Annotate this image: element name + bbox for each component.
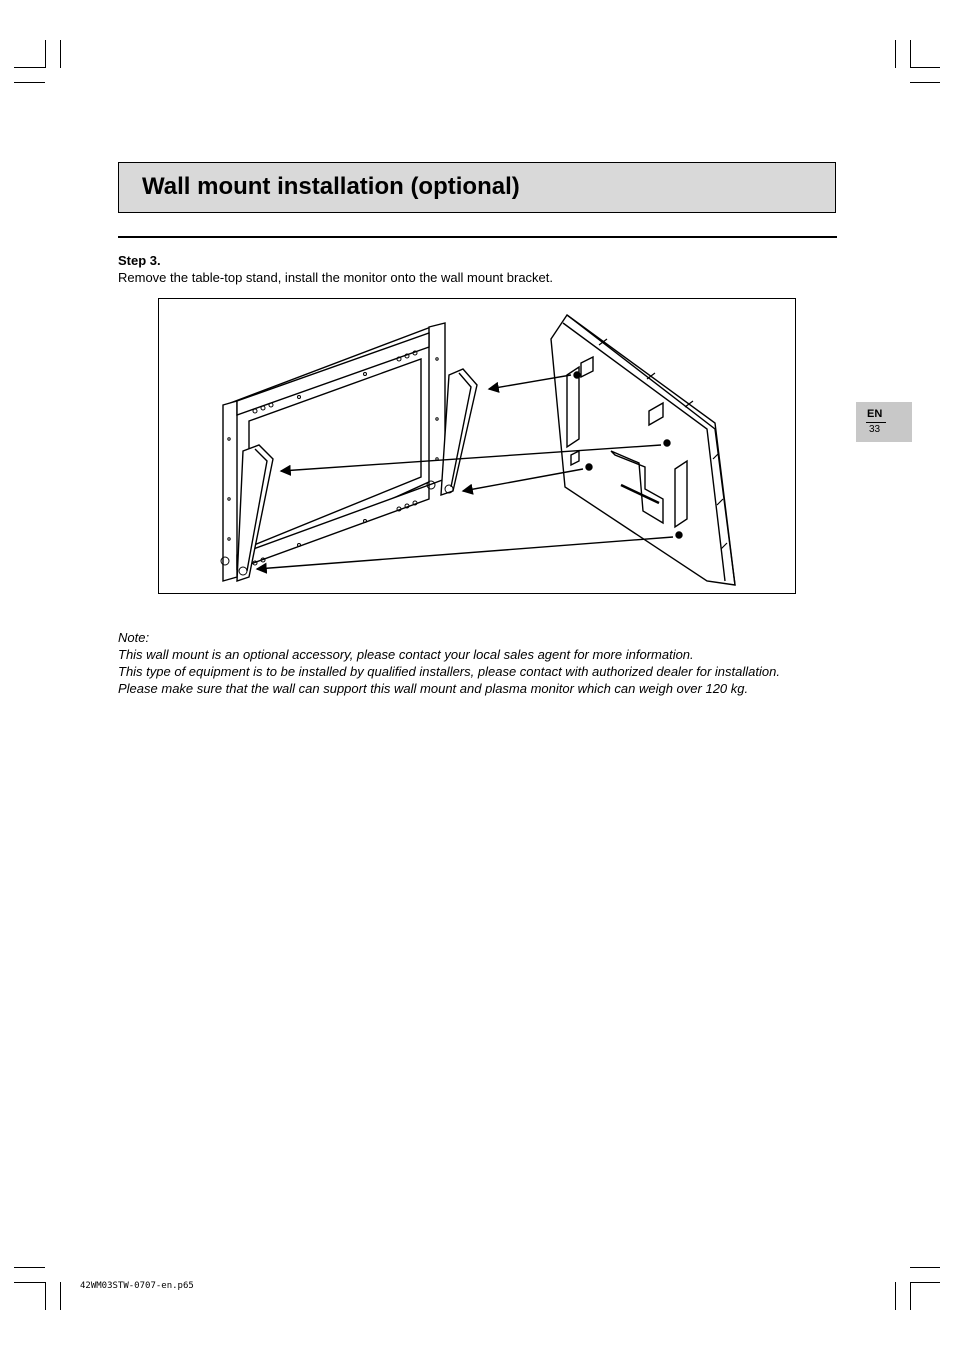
- crop-mark: [910, 67, 940, 68]
- note-line: This type of equipment is to be installed by qualified installers, please contact with authorized dealer for installation.: [118, 664, 780, 679]
- crop-mark: [910, 1282, 911, 1310]
- note-label: Note:: [118, 630, 150, 645]
- note-block: [118, 629, 838, 697]
- section-title-box: [118, 162, 836, 213]
- crop-mark: [14, 1267, 45, 1268]
- language-tab: [856, 402, 912, 442]
- crop-mark: [14, 82, 45, 83]
- crop-mark: [60, 40, 61, 68]
- crop-mark: [45, 1282, 46, 1310]
- crop-mark: [895, 1282, 896, 1310]
- crop-mark: [910, 82, 940, 83]
- crop-mark: [910, 40, 911, 68]
- page-number: 33: [869, 424, 881, 435]
- crop-mark: [910, 1282, 940, 1283]
- note-line: Please make sure that the wall can support this wall mount and plasma monitor which can weigh over 120 kg.: [118, 681, 749, 696]
- crop-mark: [910, 1267, 940, 1268]
- step-text: Remove the table-top stand, install the monitor onto the wall mount bracket.: [118, 270, 554, 285]
- crop-mark: [45, 40, 46, 68]
- language-code: EN: [867, 408, 883, 420]
- crop-mark: [14, 67, 45, 68]
- installation-figure: [158, 298, 796, 594]
- step-title: Step 3.: [118, 253, 161, 268]
- note-line: This wall mount is an optional accessory, please contact your local sales agent for more information.: [118, 647, 694, 662]
- crop-mark: [14, 1282, 45, 1283]
- divider: [118, 236, 837, 238]
- installation-diagram: [159, 299, 795, 593]
- crop-mark: [895, 40, 896, 68]
- crop-mark: [60, 1282, 61, 1310]
- footer-filename: 42WM03STW-0707-en.p65: [80, 1281, 194, 1291]
- tab-divider: [866, 422, 886, 423]
- wall-mount-bracket: [221, 323, 477, 581]
- page-title: Wall mount installation (optional): [142, 173, 520, 200]
